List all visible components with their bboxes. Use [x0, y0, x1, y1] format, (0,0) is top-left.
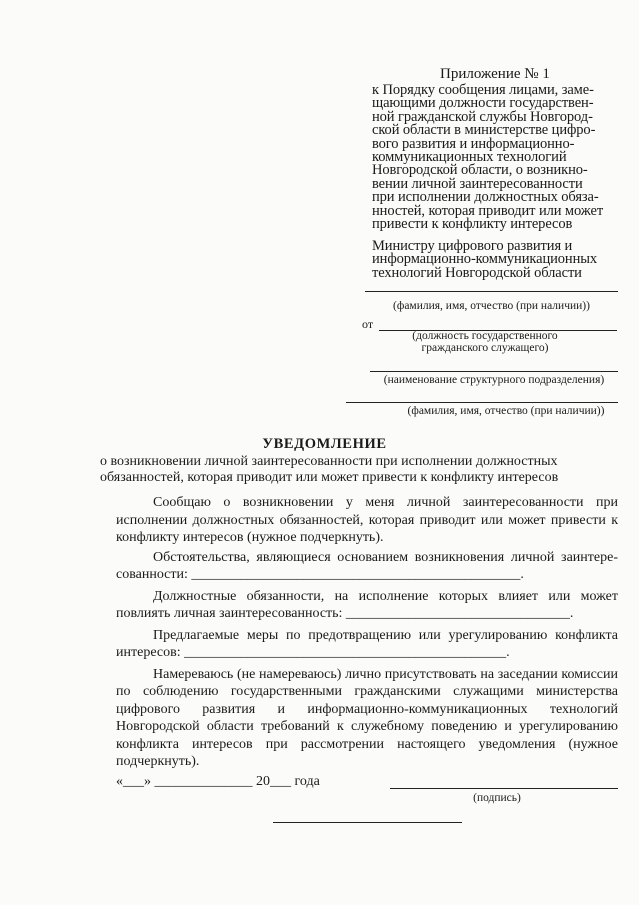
attachment-line: Новгородской области, о возникно- — [372, 162, 588, 179]
addressee-line: технологий Новгородской области — [372, 264, 582, 281]
paragraph-5: Намереваюсь (не намереваюсь) лично присутствовать на заседании комиссии по соблюдению государственными гражданскими служащими министерства цифрового развития и информационно-коммуникационных технологий Новгородской области требований к служебному поведению и урегулированию конфликта интересов при рассмотрении настоящего уведомления (нужное подчеркнуть). — [116, 666, 618, 769]
department-blank-line[interactable] — [370, 371, 618, 372]
position-caption — [379, 330, 591, 354]
attachment-line: вого развития и информационно- — [372, 135, 575, 152]
attachment-line: коммуникационных технологий — [372, 149, 567, 166]
attachment-line: вении личной заинтересованности — [372, 175, 583, 192]
paragraph-1: Сообщаю о возникновении у меня личной заинтересованности при исполнении должностных обязанностей, которая приводит или может привести к конфликту интересов (нужное подчеркнуть). — [116, 495, 618, 545]
attachment-line: щающими должности государствен- — [372, 95, 594, 112]
position-caption-line: (должность государственного — [412, 330, 558, 342]
position-caption-line: гражданского служащего) — [421, 342, 549, 354]
addressee-line: Министру цифрового развития и — [372, 238, 573, 254]
bottom-rule — [273, 822, 462, 823]
paragraph-3: Должностные обязанности, на исполнение которых влияет или может повлиять личная заинтересованность: ________________________________. — [116, 588, 618, 621]
attachment-text — [372, 84, 603, 231]
addressee-line: информационно-коммуникационных — [372, 251, 598, 268]
attachment-line: привести к конфликту интересов — [372, 216, 573, 233]
attachment-line: ской области в министерстве цифро- — [372, 122, 596, 139]
subtitle-line: обязанностей, которая приводит или может привести к конфликту интересов — [100, 469, 559, 485]
attachment-line: к Порядку сообщения лицами, заме- — [372, 82, 594, 98]
attachment-line: нностей, которая приводит или может — [372, 202, 604, 219]
fio-blank-line[interactable] — [365, 291, 618, 292]
date-line[interactable]: «___» ______________ 20___ года — [116, 774, 320, 789]
fio-caption-2: (фамилия, имя, отчество (при наличии)) — [407, 405, 605, 417]
paragraph-4: Предлагаемые меры по предотвращению или урегулированию конфликта интересов: ______________________________________________. — [116, 627, 618, 660]
attachment-line: при исполнении должностных обяза- — [372, 189, 599, 206]
department-caption: (наименование структурного подразделения) — [383, 374, 605, 386]
attachment-title: Приложение № 1 — [440, 66, 550, 82]
signature-caption: (подпись) — [473, 792, 521, 804]
from-label: от — [362, 317, 374, 331]
notice-body — [116, 494, 618, 771]
subtitle-line: о возникновении личной заинтересованности при исполнении должностных — [100, 454, 558, 469]
fio-caption: (фамилия, имя, отчество (при наличии)) — [393, 300, 590, 312]
attachment-line: ной гражданской службы Новгород- — [372, 108, 593, 125]
paragraph-2: Обстоятельства, являющиеся основанием возникновения личной заинтере-сованности: _______________________________________________. — [116, 549, 618, 582]
notice-subtitle — [100, 454, 559, 485]
signature-blank-line[interactable] — [390, 788, 618, 789]
notice-title: УВЕДОМЛЕНИЕ — [262, 436, 387, 452]
addressee-block — [372, 240, 597, 280]
fio-blank-line-2[interactable] — [346, 402, 618, 403]
